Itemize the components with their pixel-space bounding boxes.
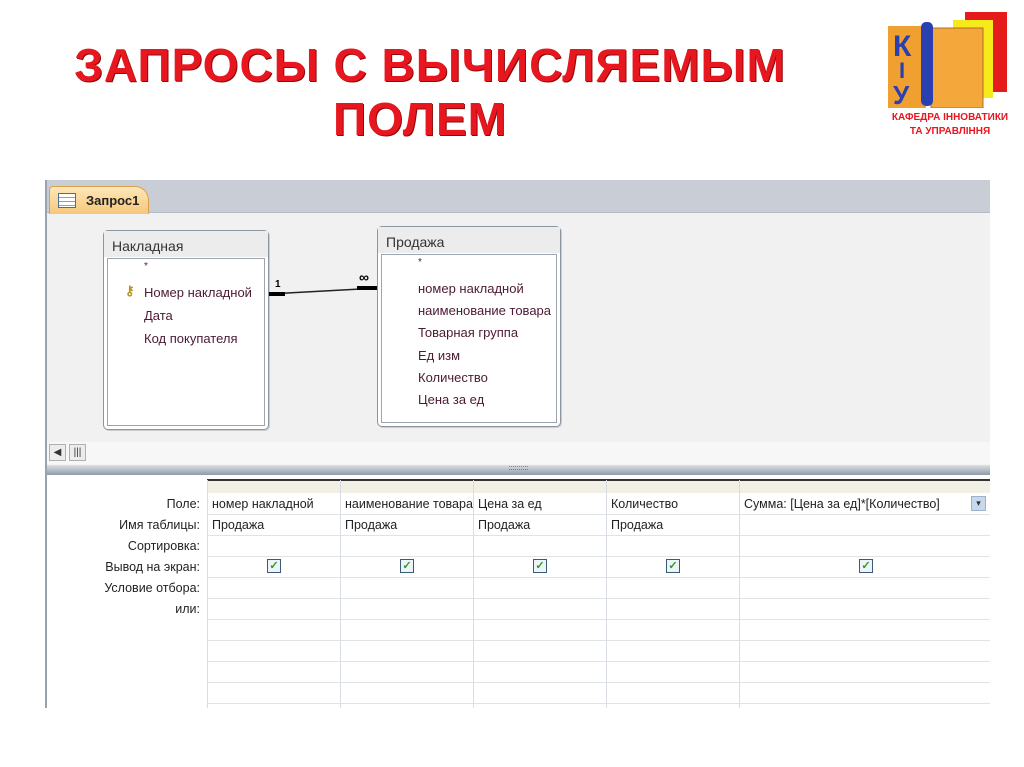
row-label-or: или: <box>175 602 200 616</box>
slide-title-line1: ЗАПРОСЫ С ВЫЧИСЛЯЕМЫМ <box>74 39 786 91</box>
row-label-show: Вывод на экран: <box>105 560 200 574</box>
logo-books-icon <box>885 8 1015 108</box>
show-checkbox[interactable]: ✓ <box>666 559 680 573</box>
show-checkbox[interactable]: ✓ <box>400 559 414 573</box>
scroll-left-icon[interactable]: ◀ <box>49 444 66 461</box>
table-cell[interactable]: Продажа <box>611 518 664 532</box>
many-label: ∞ <box>359 274 369 285</box>
field-cell[interactable]: Количество <box>611 497 679 511</box>
svg-text:У: У <box>893 80 910 108</box>
field-item[interactable]: Ед изм <box>418 348 461 363</box>
table-pane <box>47 214 990 442</box>
field-item[interactable]: Цена за ед <box>418 392 485 407</box>
one-label: 1 <box>275 279 281 290</box>
table-title: Накладная <box>104 231 268 257</box>
query-designer-window <box>45 180 990 708</box>
relationship-line[interactable] <box>269 274 379 304</box>
field-item[interactable]: Товарная группа <box>418 325 519 340</box>
show-checkbox[interactable]: ✓ <box>859 559 873 573</box>
svg-text:К: К <box>893 30 912 63</box>
field-item[interactable]: Дата <box>144 308 173 323</box>
field-item[interactable]: Код покупателя <box>144 331 238 346</box>
table-cell[interactable]: Продажа <box>345 518 398 532</box>
horizontal-scrollbar[interactable] <box>47 442 990 464</box>
query-grid <box>47 475 990 708</box>
field-item[interactable]: номер накладной <box>418 281 524 296</box>
department-logo <box>885 8 1015 148</box>
field-item[interactable]: * <box>418 257 422 268</box>
field-cell[interactable]: Цена за ед <box>478 497 542 511</box>
field-item[interactable]: * <box>144 261 148 272</box>
slide-title-line2: ПОЛЕМ <box>333 93 507 145</box>
query-icon <box>58 193 76 208</box>
table-prodazha[interactable] <box>377 226 561 427</box>
field-cell[interactable]: номер накладной <box>212 497 314 511</box>
svg-text:І: І <box>899 58 906 83</box>
logo-caption-1: КАФЕДРА ІННОВАТИКИ <box>891 112 1009 123</box>
table-title: Продажа <box>378 227 560 253</box>
row-label-field: Поле: <box>166 497 200 511</box>
column-selectors[interactable] <box>207 479 990 493</box>
field-item[interactable]: Количество <box>418 370 488 385</box>
field-item[interactable]: наименование товара <box>418 303 552 318</box>
pane-splitter[interactable]: :::::::::: <box>47 465 990 475</box>
table-nakladnaya[interactable] <box>103 230 269 430</box>
scroll-thumb[interactable]: ||| <box>69 444 86 461</box>
show-checkbox[interactable]: ✓ <box>533 559 547 573</box>
primary-key-icon: ⚷ <box>125 283 135 298</box>
document-tab-bar <box>47 180 990 213</box>
tab-query1[interactable] <box>49 186 149 214</box>
logo-caption-2: ТА УПРАВЛІННЯ <box>909 126 991 137</box>
table-cell[interactable]: Продажа <box>212 518 265 532</box>
table-cell[interactable]: Продажа <box>478 518 531 532</box>
row-label-criteria: Условие отбора: <box>104 581 200 595</box>
row-label-table: Имя таблицы: <box>119 518 200 532</box>
field-cell[interactable]: наименование товара <box>345 497 473 511</box>
chevron-down-icon[interactable]: ▾ <box>971 496 986 511</box>
show-checkbox[interactable]: ✓ <box>267 559 281 573</box>
field-item[interactable]: Номер накладной <box>144 285 252 300</box>
tab-label: Запрос1 <box>86 193 140 208</box>
calculated-field-cell[interactable]: Сумма: [Цена за ед]*[Количество] <box>744 497 940 511</box>
row-label-sort: Сортировка: <box>127 539 200 553</box>
